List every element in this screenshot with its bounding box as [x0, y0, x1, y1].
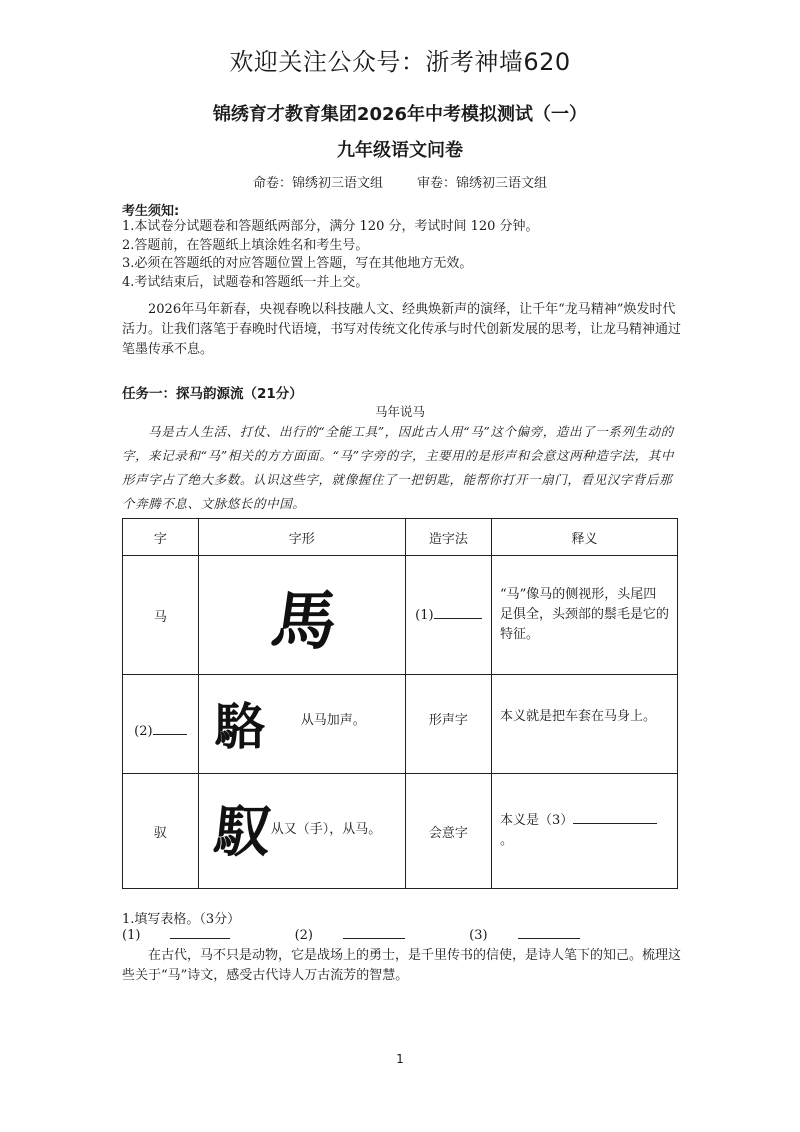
notice-heading: 考生须知: — [122, 204, 180, 219]
question1-prompt: 1.填写表格。（3分） — [122, 912, 241, 927]
notice-item: 4.考试结束后，试题卷和答题纸一并上交。 — [122, 274, 369, 290]
glyph-note: 从马加声。 — [300, 713, 366, 728]
blank-label: (1) — [122, 928, 141, 943]
page-number: 1 — [396, 1052, 404, 1066]
header-cell: 字 — [123, 519, 199, 556]
table-row — [123, 774, 678, 889]
meaning-end: 。 — [499, 833, 513, 848]
header-cell: 释义 — [491, 519, 677, 556]
blank-label: (2) — [294, 928, 313, 943]
glyph-cell — [198, 556, 405, 675]
meaning-cell: “马”像马的侧视形，头尾四足俱全，头颈部的鬃毛是它的特征。 — [491, 556, 677, 675]
yu-glyph-image: 馭 — [210, 799, 274, 865]
exam-title: 锦绣育才教育集团2026年中考模拟测试（一） — [212, 104, 588, 125]
promo-banner: 欢迎关注公众号：浙考神墙620 — [229, 48, 571, 76]
method-label: (1) — [415, 607, 434, 623]
luo-glyph-image: 駱 — [214, 697, 265, 756]
method-cell: 会意字 — [405, 774, 491, 889]
table-header-row — [123, 519, 678, 556]
answer-blank[interactable] — [518, 938, 580, 939]
intro-paragraph: 2026年马年新春，央视春晚以科技融人文、经典焕新声的演绎，让千年“龙马精神”焕发时代活力。让我们落笔于春晚时代语境，书写对传统文化传承与时代创新发展的思考，让龙马精神通过笔墨传承不息。 — [122, 302, 682, 357]
blank-label: (3) — [469, 928, 488, 943]
question1-blanks — [122, 928, 640, 943]
notice-item: 1.本试卷分试题卷和答题纸两部分，满分 120 分，考试时间 120 分钟。 — [122, 219, 539, 234]
glyph-cell — [198, 675, 405, 774]
char-label: (2) — [134, 724, 153, 739]
passage-title: 马年说马 — [374, 404, 425, 419]
notice-item: 2.答题前，在答题纸上填涂姓名和考生号。 — [122, 237, 369, 253]
header-cell: 造字法 — [405, 519, 491, 556]
method-cell — [405, 556, 491, 675]
char-cell: 马 — [123, 556, 199, 675]
char-cell — [123, 675, 199, 774]
answer-blank[interactable] — [343, 938, 405, 939]
glyph-note: 从又（手），从马。 — [270, 822, 382, 837]
table-row — [123, 556, 678, 675]
passage-text: 马是古人生活、打仗、出行的“全能工具”，因此古人用“马”这个偏旁，造出了一系列生动的字，来记录和“马”相关的方方面面。“马”字旁的字，主要用的是形声和会意这两种造字法，其中形声字占了绝大多数。认识这些字，就像握住了一把钥匙，能帮你打开一扇门，看见汉字背后那个奔腾不息、文脉悠长的中国。 — [122, 424, 674, 511]
answer-blank[interactable] — [170, 938, 230, 939]
header-cell: 字形 — [198, 519, 405, 556]
notice-list — [122, 218, 702, 292]
authors-line — [0, 172, 800, 191]
table-row — [123, 675, 678, 774]
author-text: 命卷：锦绣初三语文组 — [252, 176, 383, 191]
meaning-label: 本义是（3） — [499, 813, 574, 828]
meaning-cell: 本义就是把车套在马身上。 — [491, 675, 677, 774]
outro-paragraph: 在古代，马不只是动物，它是战场上的勇士，是千里传书的信使，是诗人笔下的知己。梳理这些关于“马”诗文，感受古代诗人万古流芳的智慧。 — [122, 948, 682, 983]
task1-heading: 任务一：探马韵源流（21分） — [122, 386, 303, 402]
method-cell: 形声字 — [405, 675, 491, 774]
answer-blank[interactable] — [573, 823, 657, 824]
char-cell: 驭 — [123, 774, 199, 889]
notice-item: 3.必须在答题纸的对应答题位置上答题，写在其他地方无效。 — [122, 256, 473, 271]
answer-blank[interactable] — [153, 734, 187, 735]
paper-subtitle: 九年级语文问卷 — [337, 140, 463, 161]
reviewer-text: 审卷：锦绣初三语文组 — [417, 176, 548, 191]
character-table — [122, 518, 678, 889]
horse-glyph-image: 馬 — [266, 584, 342, 659]
meaning-cell — [491, 774, 677, 889]
glyph-cell — [198, 774, 405, 889]
answer-blank[interactable] — [434, 618, 482, 619]
